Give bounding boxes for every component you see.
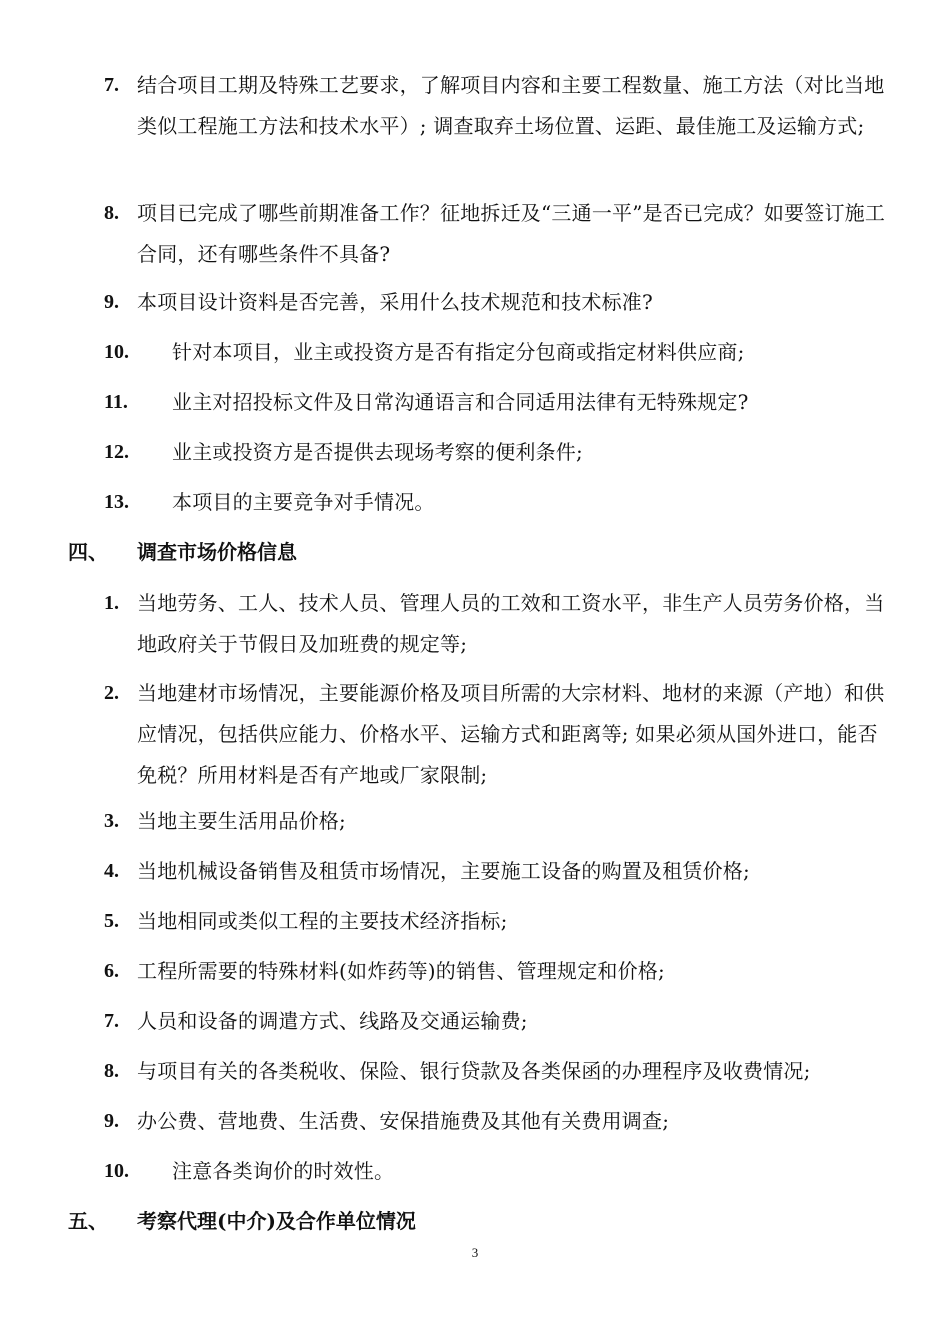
item-text: 人员和设备的调遣方式、线路及交通运输费; <box>137 1009 528 1033</box>
item-number: 7. <box>104 74 119 96</box>
item-text: 当地机械设备销售及租赁市场情况，主要施工设备的购置及租赁价格; <box>137 859 750 883</box>
item-number: 4. <box>104 860 119 882</box>
section-title: 考察代理(中介)及合作单位情况 <box>137 1209 416 1233</box>
item-number: 10. <box>104 341 129 363</box>
item-text: 针对本项目，业主或投资方是否有指定分包商或指定材料供应商; <box>172 340 745 364</box>
item-number: 2. <box>104 682 119 704</box>
section-number: 五、 <box>68 1209 108 1233</box>
item-text: 本项目设计资料是否完善，采用什么技术规范和技术标准? <box>137 290 653 314</box>
item-number: 8. <box>104 1060 119 1082</box>
item-text: 与项目有关的各类税收、保险、银行贷款及各类保函的办理程序及收费情况; <box>137 1059 811 1083</box>
item-number: 9. <box>104 1110 119 1132</box>
item-number: 3. <box>104 810 119 832</box>
item-number: 6. <box>104 960 119 982</box>
item-number: 8. <box>104 202 119 224</box>
section-number: 四、 <box>68 540 108 564</box>
item-text: 当地相同或类似工程的主要技术经济指标; <box>137 909 508 933</box>
item-text: 当地劳务、工人、技术人员、管理人员的工效和工资水平，非生产人员劳务价格，当地政府关于节假日及加班费的规定等; <box>137 591 885 656</box>
item-number: 1. <box>104 592 119 614</box>
item-number: 7. <box>104 1010 119 1032</box>
item-text: 当地建材市场情况，主要能源价格及项目所需的大宗材料、地材的来源（产地）和供应情况，包括供应能力、价格水平、运输方式和距离等; 如果必须从国外进口，能否免税？所用材料是否有产地或厂家限制; <box>137 681 885 787</box>
item-text: 注意各类询价的时效性。 <box>172 1159 395 1183</box>
item-text: 办公费、营地费、生活费、安保措施费及其他有关费用调查; <box>137 1109 670 1133</box>
item-number: 5. <box>104 910 119 932</box>
item-text: 项目已完成了哪些前期准备工作？征地拆迁及“三通一平”是否已完成？如要签订施工合同，还有哪些条件不具备? <box>137 201 886 266</box>
page-number: 3 <box>471 1245 479 1260</box>
item-number: 11. <box>104 391 128 413</box>
item-text: 本项目的主要竞争对手情况。 <box>172 490 435 514</box>
item-text: 业主或投资方是否提供去现场考察的便利条件; <box>172 440 583 464</box>
item-number: 12. <box>104 441 129 463</box>
item-text: 业主对招投标文件及日常沟通语言和合同适用法律有无特殊规定? <box>172 390 749 414</box>
item-number: 13. <box>104 491 129 513</box>
section-title: 调查市场价格信息 <box>137 540 297 564</box>
item-number: 10. <box>104 1160 129 1182</box>
item-text: 当地主要生活用品价格; <box>137 809 346 833</box>
item-text: 结合项目工期及特殊工艺要求，了解项目内容和主要工程数量、施工方法（对比当地类似工程施工方法和技术水平）; 调查取弃土场位置、运距、最佳施工及运输方式; <box>137 73 885 138</box>
item-number: 9. <box>104 291 119 313</box>
item-text: 工程所需要的特殊材料(如炸药等)的销售、管理规定和价格; <box>137 959 665 983</box>
